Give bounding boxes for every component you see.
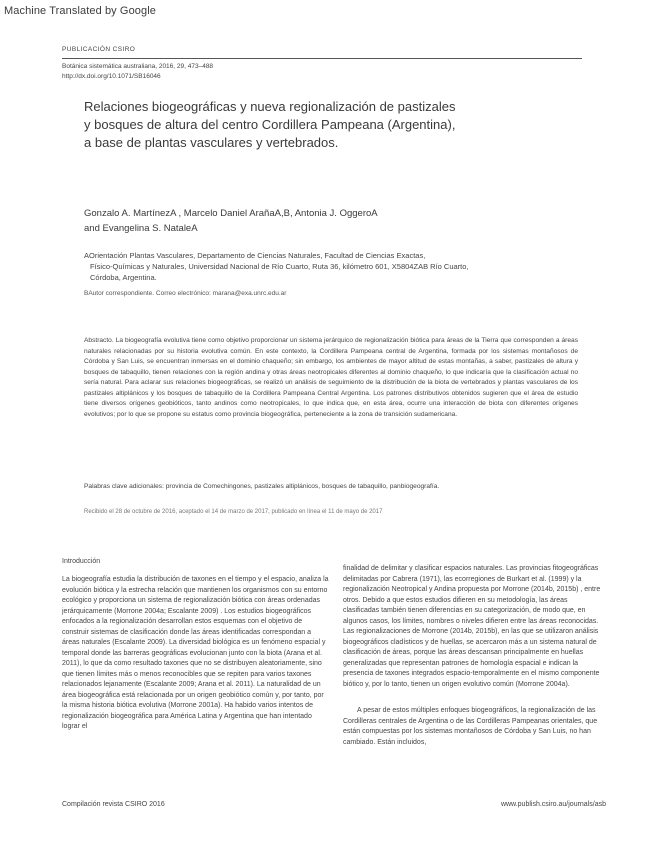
body-paragraph: finalidad de delimitar y clasificar espacios naturales. Las provincias fitogeográficas delimitadas por Cabrera (1971), las ecorregiones de Burkart et al. (1999) y la regionalización Neotropical y Andina propuesta por Morrone (2014b, 2015b) , entre otros. Debido a que estos estudios difieren en su metodología, las áreas clasificadas también tienen diferencias en su categorización, de modo que, en algunos casos, los límites, nombres o niveles difieren entre las áreas reconocidas. Las regionalizaciones de Morrone (2014b, 2015b), en las que se utilizaron análisis biogeográficos cladísticos y de huellas, se acercaron más a un sistema natural de clasificación de áreas, porque las áreas descansan principalmente en huellas generalizadas que representan patrones de homología espacial e indican la presencia de taxones integrados espacio-temporalmente en el mismo componente biótico y, por lo tanto, tienen un origen evolutivo común (Morrone 2004a). [343,565,601,688]
correspondence-note: BAutor correspondiente. Correo electrónico: marana@exa.unrc.edu.ar [84,290,287,297]
received-dates: Recibido el 28 de octubre de 2016, aceptado el 14 de marzo de 2017, publicado en línea el 11 de mayo de 2017 [84,509,383,515]
authors-line-1: Gonzalo A. MartínezA , Marcelo Daniel ArañaA,B, Antonia J. OggeroA [84,208,378,219]
affiliation-line-1: AOrientación Plantas Vasculares, Departamento de Ciencias Naturales, Facultad de Ciencias Exactas, [84,251,426,260]
section-heading-introduction: Introducción [62,558,101,565]
affiliation-line-3: Córdoba, Argentina. [90,273,157,282]
footer-url[interactable]: www.publish.csiro.au/journals/asb [500,801,606,808]
header-rule [62,58,582,59]
body-paragraph: La biogeografía estudia la distribución de taxones en el tiempo y el espacio, analiza la evolución biótica y la estrecha relación que mantienen los organismos con su entorno ecológico y proporciona un sistema de regionalización biótica con áreas ordenadas jerárquicamente (Morrone 2004a; Escalante 2009) . Los estudios biogeográficos enfocados a la regionalización desarrollan estos esquemas con el objetivo de construir sistemas de clasificación donde las áreas identificadas correspondan a áreas naturales (Escalante 2009). La diversidad biológica es un fenómeno espacial y temporal donde las barreras geográficas evolucionan junto con la biota (Arana et al. 2011), lo que da como resultado taxones que no se distribuyen aleatoriamente, sino que tienen límites más o menos reconocibles que se repiten para varios taxones relacionados lejanamente (Escalante 2009; Arana et al. 2011). La naturalidad de un área biogeográfica está relacionada por un origen geobiótico común y, por tanto, por la misma historia biótica evolutiva (Morrone 2001a). Ha habido varios intentos de regionalización biogeográfica para América Latina y Argentina que han intentado lograr el [62,576,329,730]
keywords: Palabras clave adicionales: provincia de Comechingones, pastizales altiplánicos, bosques de tabaquillo, panbiogeografía. [84,483,440,490]
affiliation-line-2: Físico-Químicas y Naturales, Universidad Nacional de Río Cuarto, Ruta 36, kilómetro 601, X5804ZAB Río Cuarto, [90,262,469,271]
publication-label: PUBLICACIÓN CSIRO [62,46,136,53]
abstract: Abstracto. La biogeografía evolutiva tiene como objetivo proporcionar un sistema jerárquico de regionalización biótica para áreas de la Tierra que corresponden a áreas naturales relacionadas por su historia evolutiva común. En este contexto, la Cordillera Pampeana central de Argentina, formada por los sistemas montañosos de Córdoba y San Luis, se encuentran inmersas en el dominio chaqueño; sin embargo, los ambientes de mayor altitud de estas montañas, a saber, pastizales de altura y bosques de tabaquillo, tienen relaciones con la región andina y otras áreas neotropicales diferentes al dominio chaqueño, lo que indicaría que la clasificación actual no sería natural. Para aclarar sus relaciones biogeográficas, se realizó un análisis de seguimiento de la distribución de la biota de vertebrados y plantas vasculares de los pastizales altiplánicos y los bosques de tabaquillo de la Cordillera Pampeana Central Argentina. Los patrones distributivos obtenidos sugieren que el área de estudio tiene diversos orígenes geobióticos, tanto andinos como neotropicales, lo que indica que, en esta área, ocurre una interacción de biota con diferentes orígenes evolutivos; por lo que se propone su estatus como provincia biogeográfica, perteneciente a la zona de transición sudamericana. [84,337,578,418]
author-list [84,206,484,236]
body-paragraph: A pesar de estos múltiples enfoques biogeográficos, la regionalización de las Cordilleras centrales de Argentina o de las Cordilleras Pampeanas orientales, que están compuestas por los sistemas montañosos de Córdoba y San Luis, no han cambiado. Están incluidos, [343,707,598,746]
authors-line-2: and Evangelina S. NataleA [84,223,198,234]
affiliation [84,250,564,283]
body-column-right [343,564,603,748]
machine-translation-banner: Machine Translated by Google [4,5,156,17]
body-column-left [62,575,330,733]
paper-title: Relaciones biogeográficas y nueva regionalización de pastizales y bosques de altura del centro Cordillera Pampeana (Argentina), a base de plantas vasculares y vertebrados. [84,99,456,150]
footer-journal: Compilación revista CSIRO 2016 [62,801,165,808]
citation: Botánica sistemática australiana, 2016, 29, 473–488 http://dx.doi.org/10.1071/SB16046 [62,63,214,80]
